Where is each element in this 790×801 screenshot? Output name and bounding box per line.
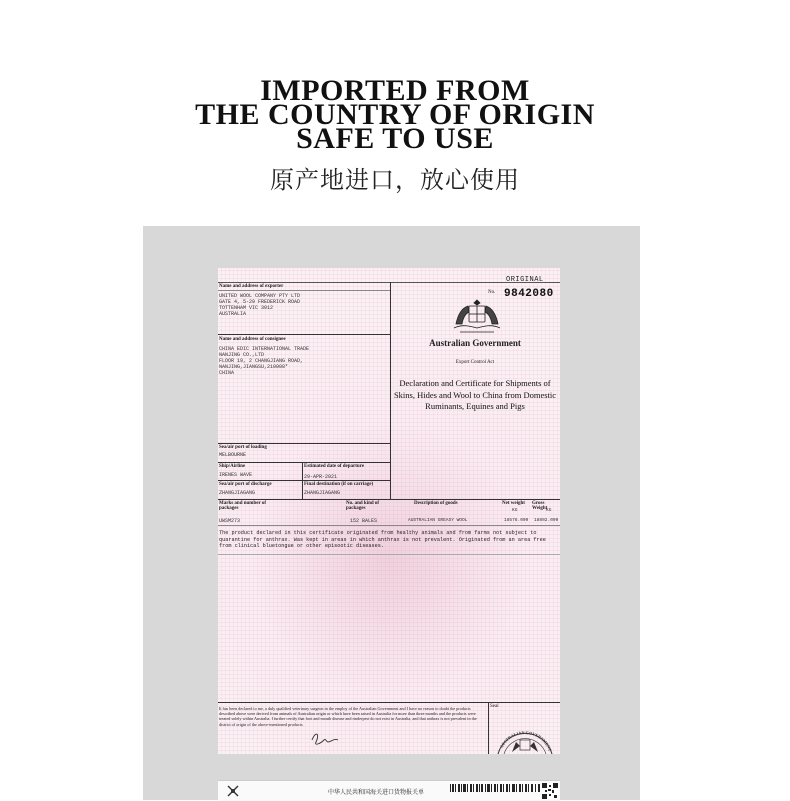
qr-code-icon: [542, 783, 558, 799]
ship-label: Ship/Airline: [219, 464, 246, 469]
final-destination-value: ZHANGJIAGANG: [304, 490, 341, 496]
departure-label: Estimated date of departure: [304, 464, 365, 469]
port-loading-label: Sea/air port of loading: [219, 445, 267, 450]
headline-line-2: THE COUNTRY OF ORIGIN: [195, 98, 595, 131]
customs-form-title: 中华人民共和国海关进口货物报关单: [328, 789, 425, 796]
export-control-act: Export Control Act: [455, 360, 495, 365]
gross-unit: KG: [546, 508, 552, 513]
net-unit: KG: [512, 508, 518, 513]
exporter-label: Name and address of exporter: [219, 284, 284, 289]
description-value: AUSTRALIAN GREASY WOOL: [408, 518, 468, 523]
government-title: Australian Government: [429, 338, 521, 348]
port-discharge-value: ZHANGJIAGANG: [219, 490, 256, 496]
government-seal-icon: [492, 708, 558, 754]
marks-value: UWSM273: [219, 518, 241, 524]
customs-emblem-icon: [226, 784, 240, 798]
headline-line-1: IMPORTED FROM: [260, 74, 530, 107]
customs-declaration-strip: [218, 780, 560, 801]
coat-of-arms-icon: [450, 296, 504, 336]
port-discharge-label: Sea/air port of discharge: [219, 482, 272, 487]
gross-weight-header: Gross Weight: [532, 501, 548, 511]
packages-value: 152 BALES: [350, 518, 378, 524]
seal-label: Seal: [490, 704, 499, 709]
headline-chinese: 原产地进口，放心使用: [270, 166, 520, 194]
exporter-address: UNITED WOOL COMPANY PTY LTD GATE 4, 5-29 FREDERICK ROAD TOTTENHAM VIC 3012 AUSTRALIA: [219, 293, 301, 317]
certificate-number-label: No.: [488, 290, 496, 295]
consignee-address: CHINA EDIC INTERNATIONAL TRADE NANJING CO.,LTD FLOOR 19, 2 CHANGJIANG ROAD, NANJING,JIANGSU,210008* CHINA: [219, 346, 310, 376]
consignee-label: Name and address of consignee: [219, 337, 286, 342]
packages-header: No. and kind of packages: [346, 501, 380, 511]
certificate-document: [218, 268, 560, 754]
gross-weight-value: 18802.000: [534, 518, 559, 523]
barcode-icon: [450, 784, 540, 792]
net-weight-value: 18578.000: [504, 518, 529, 523]
certificate-statement: The product declared in this certificate originated from healthy animals and from farms not subject to quarantine for anthrax. Was kept in areas in which anthrax is not prevalent. Originated from an area free from clinical bluetongue or other episootic diseases.: [219, 530, 546, 549]
svg-text:AUSTRALIAN GOVERNMENT: AUSTRALIAN GOVERNMENT: [498, 729, 553, 752]
ship-value: IRENES WAVE: [219, 472, 253, 478]
signature-icon: [310, 730, 344, 746]
final-destination-label: Final destination (if on carriage): [304, 482, 374, 487]
declaration-title: Declaration and Certificate for Shipments of Skins, Hides and Wool to China from Domestic Ruminants, Equines and Pigs: [393, 378, 557, 411]
departure-value: 29-APR-2021: [304, 474, 338, 480]
port-loading-value: MELBOURNE: [219, 452, 247, 458]
headline-line-3: SAFE TO USE: [296, 122, 494, 155]
veterinary-declaration: It has been declared to me, a duly qualified veterinary surgeon in the employ of the Australian Government and I have no reason to doubt the products described above were derived from animals of Australian origin or which have been raised in Australia for more than three months and the products were treated solely within Australia. I further certify that foot and mouth disease and rinderpest do not exist in Australia, and that anthrax is not prevalent in the district of origin of the above-mentioned products.: [219, 706, 477, 727]
marks-header: Marks and number of packages: [219, 501, 266, 511]
description-header: Description of goods: [414, 501, 458, 506]
certificate-number: 9842080: [504, 288, 554, 300]
net-weight-header: Net weight: [502, 501, 525, 506]
original-label: ORIGINAL: [506, 276, 544, 284]
